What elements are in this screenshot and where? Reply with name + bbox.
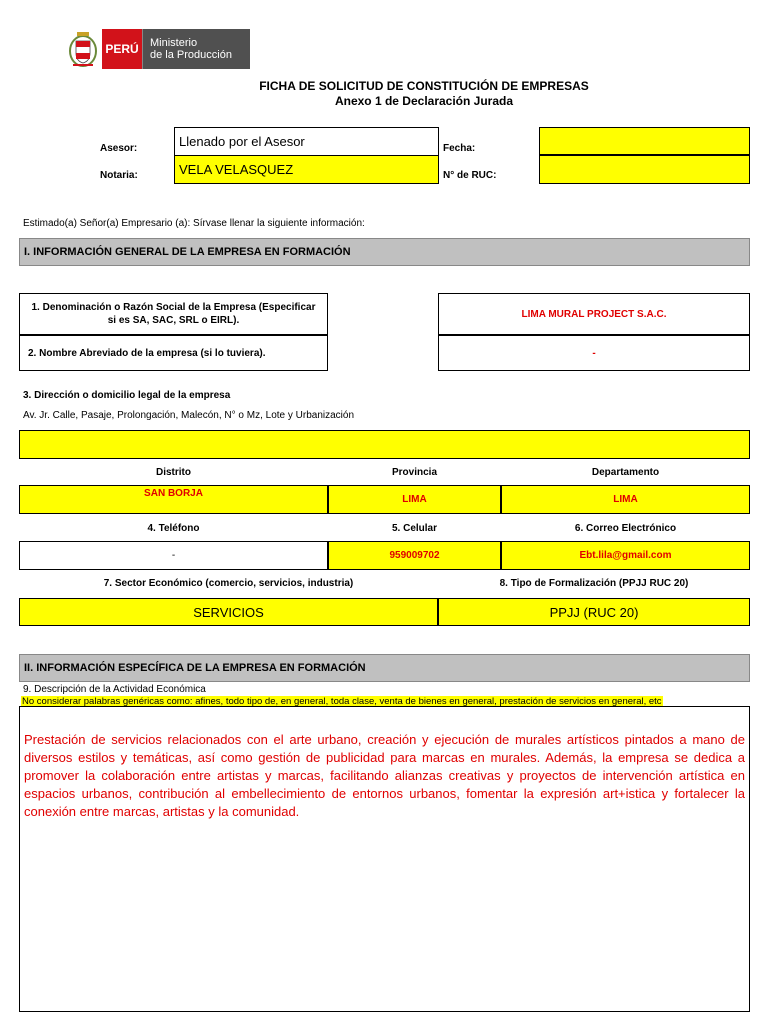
asesor-label: Asesor:: [100, 142, 138, 154]
fecha-label: Fecha:: [443, 142, 476, 154]
provincia-value[interactable]: LIMA: [328, 485, 501, 514]
tipo-label: 8. Tipo de Formalización (PPJJ RUC 20): [499, 577, 689, 589]
notaria-field[interactable]: VELA VELASQUEZ: [174, 155, 439, 184]
q3-hint: Av. Jr. Calle, Pasaje, Prolongación, Malecón, N° o Mz, Lote y Urbanización: [23, 410, 355, 421]
tipo-value[interactable]: PPJJ (RUC 20): [438, 598, 750, 626]
section1-heading: I. INFORMACIÓN GENERAL DE LA EMPRESA EN FORMACIÓN: [19, 238, 750, 266]
notaria-label: Notaria:: [100, 169, 138, 181]
correo-label: 6. Correo Electrónico: [574, 522, 677, 534]
q2-label: 2. Nombre Abreviado de la empresa (si lo tuviera).: [19, 335, 328, 371]
telefono-label: 4. Teléfono: [147, 522, 200, 534]
coat-of-arms-icon: [68, 29, 98, 69]
q9-note: No considerar palabras genéricas como: afines, todo tipo de, en general, toda clase, venta de bienes en general, prestación de servicios en general, etc: [22, 696, 662, 707]
q9-label: 9. Descripción de la Actividad Económica: [23, 684, 206, 695]
distrito-value[interactable]: SAN BORJA: [19, 485, 328, 514]
correo-value[interactable]: Ebt.lila@gmail.com: [501, 541, 750, 570]
fecha-field[interactable]: [539, 127, 750, 155]
title-line2: Anexo 1 de Declaración Jurada: [334, 94, 514, 108]
celular-label: 5. Celular: [391, 522, 438, 534]
peru-label: PERÚ: [102, 29, 142, 69]
ministry-name: [142, 29, 250, 69]
q1-value[interactable]: LIMA MURAL PROJECT S.A.C.: [438, 293, 750, 335]
departamento-value[interactable]: LIMA: [501, 485, 750, 514]
section2-heading: II. INFORMACIÓN ESPECÍFICA DE LA EMPRESA EN FORMACIÓN: [19, 654, 750, 682]
form-title: [0, 79, 768, 109]
address-field[interactable]: [19, 430, 750, 459]
asesor-field[interactable]: Llenado por el Asesor: [174, 127, 439, 155]
title-line1: FICHA DE SOLICITUD DE CONSTITUCIÓN DE EMPRESAS: [259, 79, 589, 93]
departamento-label: Departamento: [591, 466, 660, 478]
celular-value[interactable]: 959009702: [328, 541, 501, 570]
provincia-label: Provincia: [391, 466, 438, 478]
sector-value[interactable]: SERVICIOS: [19, 598, 438, 626]
telefono-value[interactable]: -: [19, 541, 328, 570]
sector-label: 7. Sector Económico (comercio, servicios, industria): [103, 577, 354, 589]
ministry-logo: [68, 29, 250, 69]
ruc-field[interactable]: [539, 155, 750, 184]
activity-description[interactable]: Prestación de servicios relacionados con el arte urbano, creación y ejecución de murales artísticos pintados a mano de diversos estilos y temáticas, así como gestión de publicidad para marcas en murales. Además, la empresa se dedica a promover la colaboración entre artistas y marcas, facilitando alianzas creativas y proyectos de intervención artística en espacios urbanos, contribución al embellecimiento de entornos urbanos, fomentar la expresión art+istica y fortalecer la conexión entre marcas, artistas y la comunidad.: [19, 706, 750, 1012]
ruc-label: N° de RUC:: [443, 169, 497, 181]
distrito-label: Distrito: [156, 466, 191, 478]
q2-value[interactable]: -: [438, 335, 750, 371]
ministry-line1: Ministerio: [150, 37, 198, 49]
ministry-line2: de la Producción: [150, 49, 232, 61]
q3-label: 3. Dirección o domicilio legal de la empresa: [23, 390, 231, 401]
intro-text: Estimado(a) Señor(a) Empresario (a): Sírvase llenar la siguiente información:: [23, 218, 365, 229]
q1-label: 1. Denominación o Razón Social de la Empresa (Especificar si es SA, SAC, SRL o EIRL).: [19, 293, 328, 335]
